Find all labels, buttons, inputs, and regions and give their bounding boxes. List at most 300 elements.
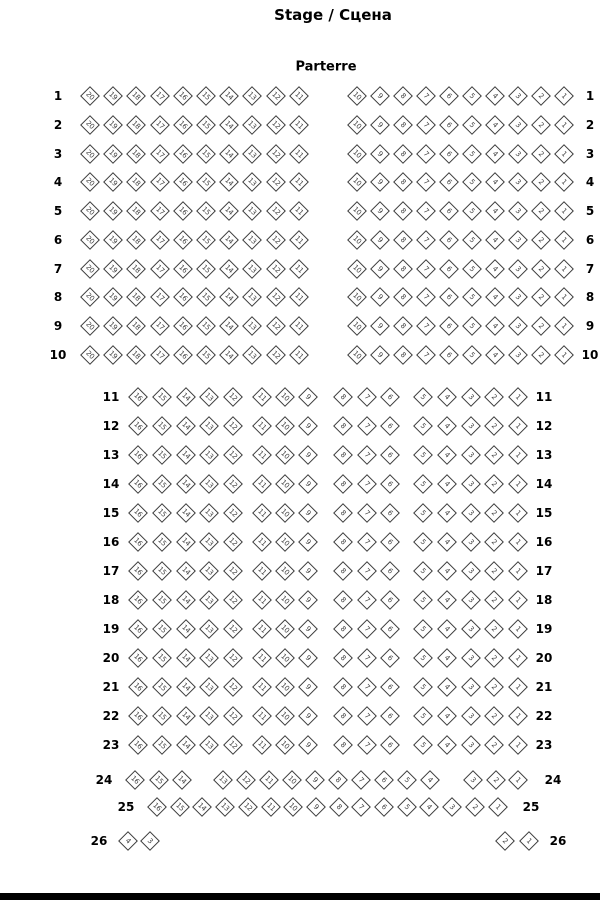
seat[interactable] <box>275 590 295 610</box>
seat[interactable] <box>128 532 148 552</box>
seat[interactable] <box>283 797 303 817</box>
seat[interactable] <box>347 345 367 365</box>
seat[interactable] <box>298 387 318 407</box>
seat[interactable] <box>380 416 400 436</box>
seat[interactable] <box>199 735 219 755</box>
seat[interactable] <box>176 416 196 436</box>
seat[interactable] <box>128 590 148 610</box>
seat[interactable] <box>196 259 216 279</box>
seat[interactable] <box>380 532 400 552</box>
seat[interactable] <box>462 172 482 192</box>
seat[interactable] <box>126 115 146 135</box>
seat[interactable] <box>531 259 551 279</box>
seat[interactable] <box>351 770 371 790</box>
seat[interactable] <box>461 590 481 610</box>
seat[interactable] <box>329 797 349 817</box>
seat[interactable] <box>289 201 309 221</box>
seat[interactable] <box>176 532 196 552</box>
seat[interactable] <box>484 416 504 436</box>
seat[interactable] <box>252 590 272 610</box>
seat[interactable] <box>554 230 574 250</box>
seat[interactable] <box>508 619 528 639</box>
seat[interactable] <box>298 561 318 581</box>
seat[interactable] <box>461 561 481 581</box>
seat[interactable] <box>393 345 413 365</box>
seat[interactable] <box>437 590 457 610</box>
seat[interactable] <box>298 619 318 639</box>
seat[interactable] <box>508 345 528 365</box>
seat[interactable] <box>485 144 505 164</box>
seat[interactable] <box>147 797 167 817</box>
seat[interactable] <box>128 619 148 639</box>
seat[interactable] <box>416 230 436 250</box>
seat[interactable] <box>298 445 318 465</box>
seat[interactable] <box>357 387 377 407</box>
seat[interactable] <box>173 287 193 307</box>
seat[interactable] <box>176 619 196 639</box>
seat[interactable] <box>176 648 196 668</box>
seat[interactable] <box>397 770 417 790</box>
seat[interactable] <box>439 259 459 279</box>
seat[interactable] <box>333 706 353 726</box>
seat[interactable] <box>242 287 262 307</box>
seat[interactable] <box>333 648 353 668</box>
seat[interactable] <box>199 590 219 610</box>
seat[interactable] <box>437 648 457 668</box>
seat[interactable] <box>103 230 123 250</box>
seat[interactable] <box>370 259 390 279</box>
seat[interactable] <box>103 144 123 164</box>
seat[interactable] <box>176 561 196 581</box>
seat[interactable] <box>80 144 100 164</box>
seat[interactable] <box>508 648 528 668</box>
seat[interactable] <box>347 230 367 250</box>
seat[interactable] <box>462 230 482 250</box>
seat[interactable] <box>199 503 219 523</box>
seat[interactable] <box>370 230 390 250</box>
seat[interactable] <box>347 86 367 106</box>
seat[interactable] <box>413 648 433 668</box>
seat[interactable] <box>413 445 433 465</box>
seat[interactable] <box>126 345 146 365</box>
seat[interactable] <box>266 144 286 164</box>
seat[interactable] <box>508 387 528 407</box>
seat[interactable] <box>485 115 505 135</box>
seat[interactable] <box>199 387 219 407</box>
seat[interactable] <box>370 287 390 307</box>
seat[interactable] <box>266 86 286 106</box>
seat[interactable] <box>199 706 219 726</box>
seat[interactable] <box>223 445 243 465</box>
seat[interactable] <box>298 677 318 697</box>
seat[interactable] <box>289 259 309 279</box>
seat[interactable] <box>219 115 239 135</box>
seat[interactable] <box>199 677 219 697</box>
seat[interactable] <box>508 172 528 192</box>
seat[interactable] <box>242 144 262 164</box>
seat[interactable] <box>347 316 367 336</box>
seat[interactable] <box>275 387 295 407</box>
seat[interactable] <box>289 230 309 250</box>
seat[interactable] <box>508 144 528 164</box>
seat[interactable] <box>196 287 216 307</box>
seat[interactable] <box>219 287 239 307</box>
seat[interactable] <box>416 345 436 365</box>
seat[interactable] <box>80 172 100 192</box>
seat[interactable] <box>289 316 309 336</box>
seat[interactable] <box>508 287 528 307</box>
seat[interactable] <box>347 115 367 135</box>
seat[interactable] <box>357 619 377 639</box>
seat[interactable] <box>413 387 433 407</box>
seat[interactable] <box>437 735 457 755</box>
seat[interactable] <box>439 144 459 164</box>
seat[interactable] <box>328 770 348 790</box>
seat[interactable] <box>462 287 482 307</box>
seat[interactable] <box>439 345 459 365</box>
seat[interactable] <box>242 259 262 279</box>
seat[interactable] <box>298 474 318 494</box>
seat[interactable] <box>103 287 123 307</box>
seat[interactable] <box>176 735 196 755</box>
seat[interactable] <box>128 387 148 407</box>
seat[interactable] <box>485 201 505 221</box>
seat[interactable] <box>416 316 436 336</box>
seat[interactable] <box>508 445 528 465</box>
seat[interactable] <box>413 561 433 581</box>
seat[interactable] <box>439 316 459 336</box>
seat[interactable] <box>554 316 574 336</box>
seat[interactable] <box>351 797 371 817</box>
seat[interactable] <box>357 503 377 523</box>
seat[interactable] <box>439 230 459 250</box>
seat[interactable] <box>103 172 123 192</box>
seat[interactable] <box>126 316 146 336</box>
seat[interactable] <box>152 445 172 465</box>
seat[interactable] <box>485 316 505 336</box>
seat[interactable] <box>242 230 262 250</box>
seat[interactable] <box>152 706 172 726</box>
seat[interactable] <box>223 648 243 668</box>
seat[interactable] <box>275 561 295 581</box>
seat[interactable] <box>393 201 413 221</box>
seat[interactable] <box>508 230 528 250</box>
seat[interactable] <box>333 445 353 465</box>
seat[interactable] <box>126 259 146 279</box>
seat[interactable] <box>252 387 272 407</box>
seat[interactable] <box>463 770 483 790</box>
seat[interactable] <box>488 797 508 817</box>
seat[interactable] <box>176 503 196 523</box>
seat[interactable] <box>266 172 286 192</box>
seat[interactable] <box>223 532 243 552</box>
seat[interactable] <box>275 677 295 697</box>
seat[interactable] <box>126 144 146 164</box>
seat[interactable] <box>484 561 504 581</box>
seat[interactable] <box>393 115 413 135</box>
seat[interactable] <box>413 706 433 726</box>
seat[interactable] <box>508 474 528 494</box>
seat[interactable] <box>266 230 286 250</box>
seat[interactable] <box>173 86 193 106</box>
seat[interactable] <box>103 316 123 336</box>
seat[interactable] <box>508 115 528 135</box>
seat[interactable] <box>508 735 528 755</box>
seat[interactable] <box>462 259 482 279</box>
seat[interactable] <box>242 115 262 135</box>
seat[interactable] <box>266 115 286 135</box>
seat[interactable] <box>252 416 272 436</box>
seat[interactable] <box>462 115 482 135</box>
seat[interactable] <box>437 706 457 726</box>
seat[interactable] <box>508 503 528 523</box>
seat[interactable] <box>152 590 172 610</box>
seat[interactable] <box>462 86 482 106</box>
seat[interactable] <box>275 445 295 465</box>
seat[interactable] <box>484 445 504 465</box>
seat[interactable] <box>219 230 239 250</box>
seat[interactable] <box>413 532 433 552</box>
seat[interactable] <box>305 770 325 790</box>
seat[interactable] <box>413 474 433 494</box>
seat[interactable] <box>439 86 459 106</box>
seat[interactable] <box>485 345 505 365</box>
seat[interactable] <box>370 201 390 221</box>
seat[interactable] <box>219 345 239 365</box>
seat[interactable] <box>508 532 528 552</box>
seat[interactable] <box>289 144 309 164</box>
seat[interactable] <box>223 561 243 581</box>
seat[interactable] <box>173 230 193 250</box>
seat[interactable] <box>103 259 123 279</box>
seat[interactable] <box>554 287 574 307</box>
seat[interactable] <box>266 201 286 221</box>
seat[interactable] <box>393 259 413 279</box>
seat[interactable] <box>152 619 172 639</box>
seat[interactable] <box>380 619 400 639</box>
seat[interactable] <box>223 735 243 755</box>
seat[interactable] <box>173 345 193 365</box>
seat[interactable] <box>485 86 505 106</box>
seat[interactable] <box>393 172 413 192</box>
seat[interactable] <box>196 86 216 106</box>
seat[interactable] <box>252 532 272 552</box>
seat[interactable] <box>380 387 400 407</box>
seat[interactable] <box>333 677 353 697</box>
seat[interactable] <box>508 561 528 581</box>
seat[interactable] <box>439 201 459 221</box>
seat[interactable] <box>485 230 505 250</box>
seat[interactable] <box>462 201 482 221</box>
seat[interactable] <box>219 144 239 164</box>
seat[interactable] <box>437 503 457 523</box>
seat[interactable] <box>223 619 243 639</box>
seat[interactable] <box>461 503 481 523</box>
seat[interactable] <box>152 503 172 523</box>
seat[interactable] <box>152 532 172 552</box>
seat[interactable] <box>196 345 216 365</box>
seat[interactable] <box>199 474 219 494</box>
seat[interactable] <box>289 172 309 192</box>
seat[interactable] <box>531 316 551 336</box>
seat[interactable] <box>223 503 243 523</box>
seat[interactable] <box>128 677 148 697</box>
seat[interactable] <box>531 172 551 192</box>
seat[interactable] <box>266 316 286 336</box>
seat[interactable] <box>199 416 219 436</box>
seat[interactable] <box>219 86 239 106</box>
seat[interactable] <box>486 770 506 790</box>
seat[interactable] <box>150 86 170 106</box>
seat[interactable] <box>531 144 551 164</box>
seat[interactable] <box>266 287 286 307</box>
seat[interactable] <box>199 445 219 465</box>
seat[interactable] <box>126 201 146 221</box>
seat[interactable] <box>461 474 481 494</box>
seat[interactable] <box>554 345 574 365</box>
seat[interactable] <box>215 797 235 817</box>
seat[interactable] <box>152 416 172 436</box>
seat[interactable] <box>152 387 172 407</box>
seat[interactable] <box>484 706 504 726</box>
seat[interactable] <box>333 619 353 639</box>
seat[interactable] <box>484 648 504 668</box>
seat[interactable] <box>252 735 272 755</box>
seat[interactable] <box>128 503 148 523</box>
seat[interactable] <box>380 445 400 465</box>
seat[interactable] <box>370 345 390 365</box>
seat[interactable] <box>80 259 100 279</box>
seat[interactable] <box>380 735 400 755</box>
seat[interactable] <box>531 345 551 365</box>
seat[interactable] <box>152 561 172 581</box>
seat[interactable] <box>485 172 505 192</box>
seat[interactable] <box>484 387 504 407</box>
seat[interactable] <box>462 316 482 336</box>
seat[interactable] <box>461 532 481 552</box>
seat[interactable] <box>554 172 574 192</box>
seat[interactable] <box>370 115 390 135</box>
seat[interactable] <box>126 86 146 106</box>
seat[interactable] <box>416 115 436 135</box>
seat[interactable] <box>357 677 377 697</box>
seat[interactable] <box>80 230 100 250</box>
seat[interactable] <box>196 316 216 336</box>
seat[interactable] <box>176 387 196 407</box>
seat[interactable] <box>172 770 192 790</box>
seat[interactable] <box>416 86 436 106</box>
seat[interactable] <box>462 144 482 164</box>
seat[interactable] <box>413 416 433 436</box>
seat[interactable] <box>150 172 170 192</box>
seat[interactable] <box>380 503 400 523</box>
seat[interactable] <box>252 619 272 639</box>
seat[interactable] <box>508 86 528 106</box>
seat[interactable] <box>437 619 457 639</box>
seat[interactable] <box>554 259 574 279</box>
seat[interactable] <box>437 532 457 552</box>
seat[interactable] <box>357 532 377 552</box>
seat[interactable] <box>333 532 353 552</box>
seat[interactable] <box>357 735 377 755</box>
seat[interactable] <box>531 115 551 135</box>
seat[interactable] <box>397 797 417 817</box>
seat[interactable] <box>152 735 172 755</box>
seat[interactable] <box>261 797 281 817</box>
seat[interactable] <box>80 287 100 307</box>
seat[interactable] <box>199 619 219 639</box>
seat[interactable] <box>242 172 262 192</box>
seat[interactable] <box>484 532 504 552</box>
seat[interactable] <box>176 590 196 610</box>
seat[interactable] <box>437 416 457 436</box>
seat[interactable] <box>199 561 219 581</box>
seat[interactable] <box>252 648 272 668</box>
seat[interactable] <box>508 316 528 336</box>
seat[interactable] <box>370 144 390 164</box>
seat[interactable] <box>437 561 457 581</box>
seat[interactable] <box>380 677 400 697</box>
seat[interactable] <box>554 201 574 221</box>
seat[interactable] <box>176 474 196 494</box>
seat[interactable] <box>173 115 193 135</box>
seat[interactable] <box>149 770 169 790</box>
seat[interactable] <box>508 259 528 279</box>
seat[interactable] <box>461 619 481 639</box>
seat[interactable] <box>347 287 367 307</box>
seat[interactable] <box>370 316 390 336</box>
seat[interactable] <box>150 287 170 307</box>
seat[interactable] <box>196 230 216 250</box>
seat[interactable] <box>393 86 413 106</box>
seat[interactable] <box>173 201 193 221</box>
seat[interactable] <box>484 474 504 494</box>
seat[interactable] <box>252 706 272 726</box>
seat[interactable] <box>223 590 243 610</box>
seat[interactable] <box>128 648 148 668</box>
seat[interactable] <box>128 561 148 581</box>
seat[interactable] <box>275 648 295 668</box>
seat[interactable] <box>252 474 272 494</box>
seat[interactable] <box>298 416 318 436</box>
seat[interactable] <box>223 677 243 697</box>
seat[interactable] <box>199 532 219 552</box>
seat[interactable] <box>380 590 400 610</box>
seat[interactable] <box>128 474 148 494</box>
seat[interactable] <box>413 503 433 523</box>
seat[interactable] <box>357 416 377 436</box>
seat[interactable] <box>439 115 459 135</box>
seat[interactable] <box>531 86 551 106</box>
seat[interactable] <box>370 172 390 192</box>
seat[interactable] <box>173 316 193 336</box>
seat[interactable] <box>485 287 505 307</box>
seat[interactable] <box>413 735 433 755</box>
seat[interactable] <box>196 172 216 192</box>
seat[interactable] <box>347 172 367 192</box>
seat[interactable] <box>437 677 457 697</box>
seat[interactable] <box>495 831 515 851</box>
seat[interactable] <box>173 259 193 279</box>
seat[interactable] <box>416 144 436 164</box>
seat[interactable] <box>442 797 462 817</box>
seat[interactable] <box>554 86 574 106</box>
seat[interactable] <box>282 770 302 790</box>
seat[interactable] <box>219 259 239 279</box>
seat[interactable] <box>420 770 440 790</box>
seat[interactable] <box>223 416 243 436</box>
seat[interactable] <box>242 345 262 365</box>
